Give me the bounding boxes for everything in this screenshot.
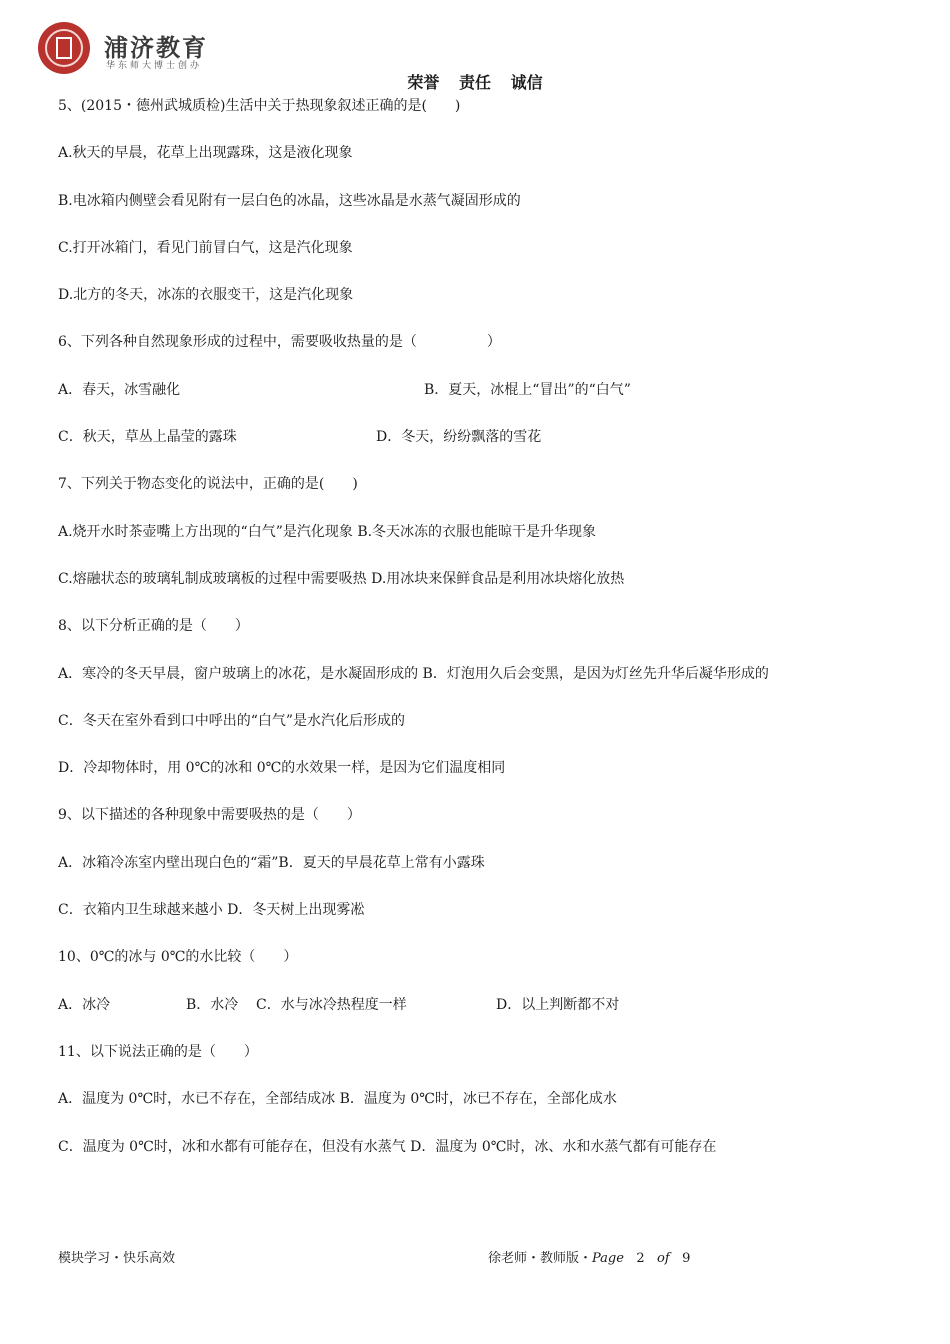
footer-page-total: 9 [682, 1251, 691, 1266]
question-line [58, 756, 918, 803]
footer-teacher: 徐老师・教师版・ [488, 1251, 593, 1266]
question-text: 9、以下描述的各种现象中需要吸热的是（ ） [58, 807, 361, 824]
question-text: C.打开冰箱门，看见门前冒白气，这是汽化现象 [58, 239, 353, 256]
question-text: C．秋天，草丛上晶莹的露珠 [58, 429, 237, 446]
question-line [58, 993, 918, 1040]
question-line [58, 425, 918, 472]
question-text: D．冷却物体时，用 0℃的冰和 0℃的水效果一样，是因为它们温度相同 [58, 760, 506, 777]
question-text: A．寒冷的冬天早晨，窗户玻璃上的冰花，是水凝固形成的 B．灯泡用久后会变黑，是因为灯丝先升华后凝华形成的 [58, 665, 769, 682]
question-line [58, 1087, 918, 1134]
footer-page-number: 2 [636, 1251, 645, 1266]
question-line [58, 567, 918, 614]
question-line [58, 1040, 918, 1087]
logo-name: 浦济教育 [104, 34, 208, 62]
question-line [58, 945, 918, 992]
logo-subtitle: 华东师大博士创办 [106, 61, 203, 71]
question-line [58, 1135, 918, 1182]
question-text: 7、下列关于物态变化的说法中，正确的是( ) [58, 476, 358, 493]
question-line [58, 283, 918, 330]
question-text: A.烧开水时茶壶嘴上方出现的“白气”是汽化现象 B.冬天冰冻的衣服也能晾干是升华现象 [58, 523, 597, 540]
question-text: 5、(2015・德州武城质检)生活中关于热现象叙述正确的是( ) [58, 98, 461, 114]
question-text: B.电冰箱内侧壁会看见附有一层白色的冰晶，这些冰晶是水蒸气凝固形成的 [58, 192, 521, 209]
question-line [58, 94, 918, 141]
footer-left: 模块学习・快乐高效 [58, 1251, 176, 1266]
question-text: B．水冷 [186, 996, 239, 1013]
question-text: C.熔融状态的玻璃轧制成玻璃板的过程中需要吸热 D.用冰块来保鲜食品是利用冰块熔化放热 [58, 570, 625, 587]
footer-page-word: Page [592, 1251, 624, 1266]
question-text: 11、以下说法正确的是（ ） [58, 1043, 258, 1060]
question-line [58, 614, 918, 661]
question-text: 10、0℃的冰与 0℃的水比较（ ） [58, 949, 298, 966]
question-line [58, 141, 918, 188]
question-text: A．温度为 0℃时，水已不存在，全部结成冰 B．温度为 0℃时，冰已不存在，全部化成水 [58, 1091, 617, 1108]
question-line [58, 709, 918, 756]
question-line [58, 520, 918, 567]
question-list [58, 94, 918, 1182]
question-text: D．以上判断都不对 [496, 996, 620, 1013]
question-line [58, 472, 918, 519]
question-text: D.北方的冬天，冰冻的衣服变干，这是汽化现象 [58, 287, 354, 304]
question-text: B．夏天，冰棍上“冒出”的“白气” [424, 381, 631, 398]
question-line [58, 236, 918, 283]
question-text: D．冬天，纷纷飘落的雪花 [376, 429, 542, 446]
question-text: A.秋天的早晨，花草上出现露珠，这是液化现象 [58, 145, 353, 162]
question-text: C．冬天在室外看到口中呼出的“白气”是水汽化后形成的 [58, 712, 406, 729]
footer-of-word: of [657, 1251, 670, 1266]
question-line [58, 189, 918, 236]
question-line [58, 662, 918, 709]
question-line [58, 898, 918, 945]
question-line [58, 851, 918, 898]
question-text: A．冰箱冷冻室内壁出现白色的“霜”B．夏天的早晨花草上常有小露珠 [58, 854, 485, 871]
question-text: 8、以下分析正确的是（ ） [58, 618, 249, 635]
question-text: A．春天，冰雪融化 [58, 381, 181, 398]
logo-seal-icon [38, 22, 90, 74]
question-text: A．冰冷 [58, 996, 111, 1013]
question-line [58, 330, 918, 377]
question-text: C．衣箱内卫生球越来越小 D．冬天树上出现雾凇 [58, 902, 365, 919]
footer-page-info [488, 1247, 690, 1266]
question-text: 6、下列各种自然现象形成的过程中，需要吸收热量的是（ ） [58, 334, 501, 351]
question-text: C．水与冰冷热程度一样 [256, 996, 407, 1013]
question-text: C．温度为 0℃时，冰和水都有可能存在，但没有水蒸气 D．温度为 0℃时，冰、水和水蒸气都有可能存在 [58, 1138, 717, 1155]
question-line [58, 803, 918, 850]
motto: 荣誉 责任 诚信 [407, 73, 543, 92]
question-line [58, 378, 918, 425]
